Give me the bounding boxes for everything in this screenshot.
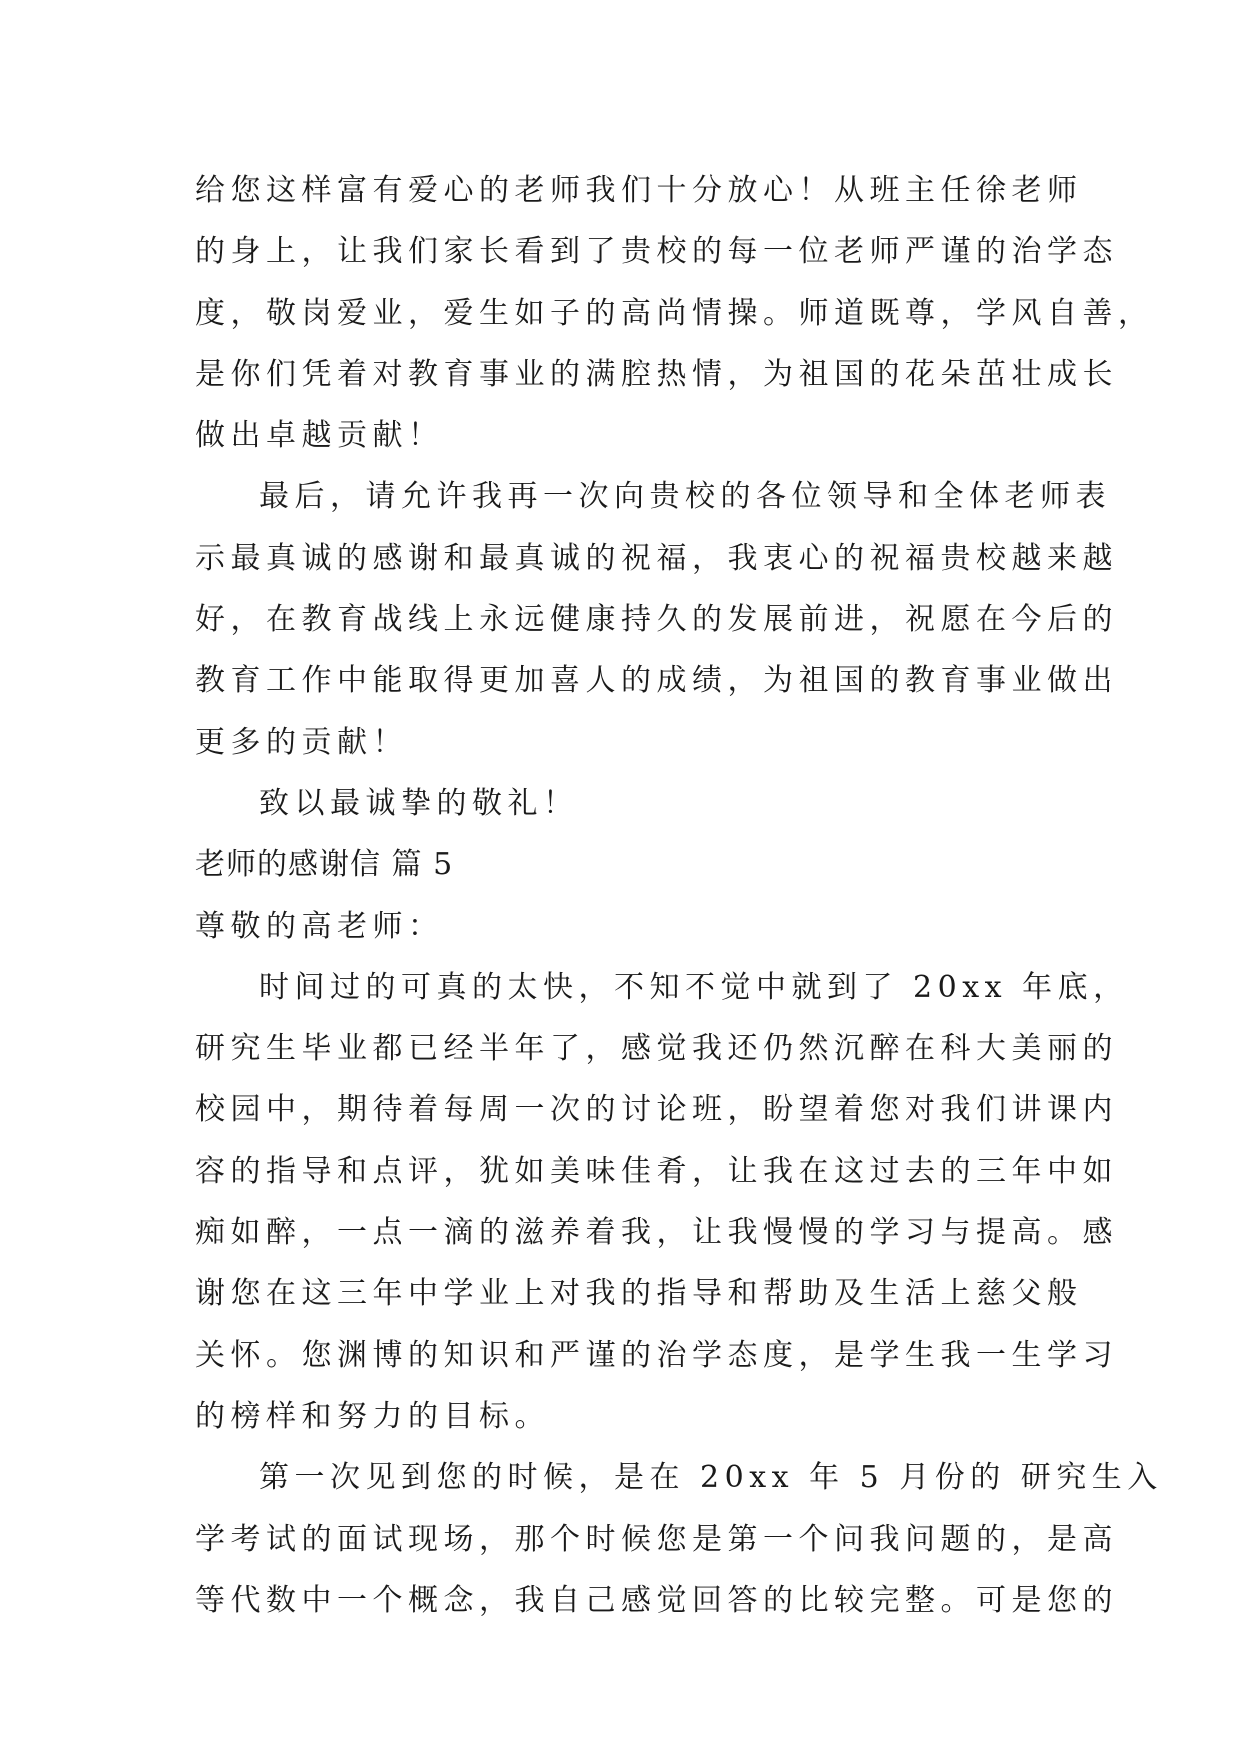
text-line: 研究生毕业都已经半年了，感觉我还仍然沉醉在科大美丽的: [195, 1031, 1118, 1067]
text-line: 教育工作中能取得更加喜人的成绩，为祖国的教育事业做出: [195, 663, 1118, 699]
text-line: 示最真诚的感谢和最真诚的祝福，我衷心的祝福贵校越来越: [195, 540, 1118, 576]
text-line: 是你们凭着对教育事业的满腔热情，为祖国的花朵茁壮成长: [195, 356, 1118, 392]
paragraph-first-line: 第一次见到您的时候，是在 20xx 年 5 月份的 研究生入: [259, 1460, 1163, 1496]
document-body: [195, 160, 1163, 1631]
paragraph-first-line: 时间过的可真的太快，不知不觉中就到了 20xx 年底，: [259, 969, 1129, 1005]
text-line: 好，在教育战线上永远健康持久的发展前进，祝愿在今后的: [195, 602, 1118, 638]
text-line: 更多的贡献！: [195, 724, 408, 760]
closing-salutation: 致以最诚挚的敬礼！: [259, 785, 579, 821]
text-line: 等代数中一个概念，我自己感觉回答的比较完整。可是您的: [195, 1582, 1118, 1618]
text-line: 给您这样富有爱心的老师我们十分放心！从班主任徐老师: [195, 173, 1083, 208]
text-line: 的榜样和努力的目标。: [195, 1398, 550, 1434]
letter-salutation: 尊敬的高老师：: [195, 908, 444, 944]
paragraph-first-line: 最后，请允许我再一次向贵校的各位领导和全体老师表: [259, 479, 1111, 515]
text-line: 关怀。您渊博的知识和严谨的治学态度，是学生我一生学习: [195, 1337, 1118, 1373]
section-title: 老师的感谢信 篇 5: [195, 847, 454, 883]
text-line: 痴如醉，一点一滴的滋养着我，让我慢慢的学习与提高。感: [195, 1215, 1118, 1251]
text-line: 容的指导和点评，犹如美味佳肴，让我在这过去的三年中如: [195, 1153, 1118, 1189]
text-line: 校园中，期待着每周一次的讨论班，盼望着您对我们讲课内: [195, 1092, 1118, 1128]
text-line: 的身上，让我们家长看到了贵校的每一位老师严谨的治学态: [195, 234, 1118, 270]
text-line: 谢您在这三年中学业上对我的指导和帮助及生活上慈父般: [195, 1276, 1083, 1312]
text-line: 做出卓越贡献！: [195, 418, 444, 454]
text-line: 学考试的面试现场，那个时候您是第一个问我问题的，是高: [195, 1521, 1118, 1557]
text-line: 度，敬岗爱业，爱生如子的高尚情操。师道既尊，学风自善，: [195, 295, 1154, 331]
